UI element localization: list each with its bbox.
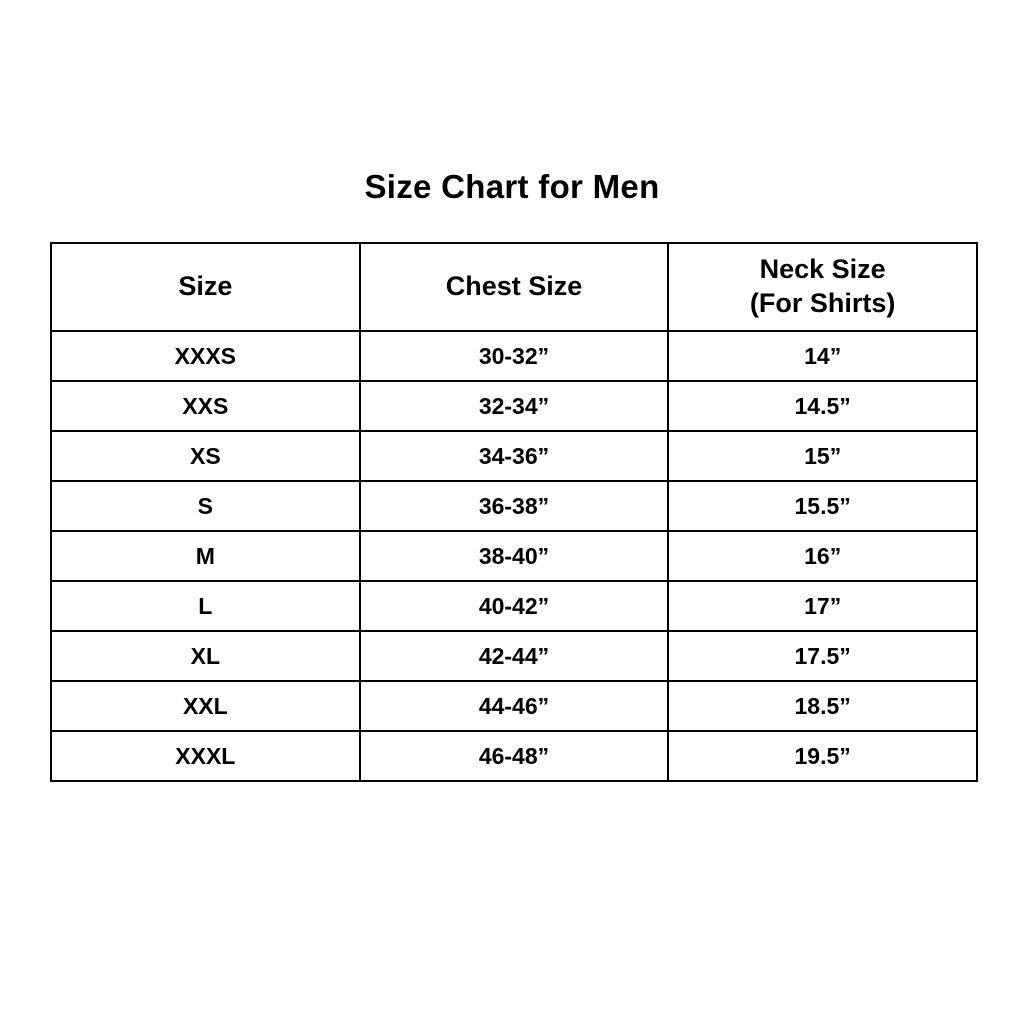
cell-size: XS <box>51 431 360 481</box>
cell-size: L <box>51 581 360 631</box>
cell-neck-size: 16” <box>668 531 977 581</box>
column-header-neck-size <box>668 243 977 331</box>
cell-chest-size: 30-32” <box>360 331 669 381</box>
header-row <box>51 243 977 331</box>
cell-chest-size: 38-40” <box>360 531 669 581</box>
cell-size: XXS <box>51 381 360 431</box>
cell-size: S <box>51 481 360 531</box>
cell-chest-size: 46-48” <box>360 731 669 781</box>
table-row <box>51 731 977 781</box>
cell-neck-size: 14.5” <box>668 381 977 431</box>
table-header <box>51 243 977 331</box>
column-header-neck-size-sublabel: (For Shirts) <box>749 288 896 318</box>
table-row <box>51 381 977 431</box>
table-row <box>51 681 977 731</box>
column-header-size <box>51 243 360 331</box>
cell-chest-size: 32-34” <box>360 381 669 431</box>
column-header-neck-size-label: Neck Size <box>759 254 886 285</box>
table-row <box>51 581 977 631</box>
column-header-chest-size-label: Chest Size <box>445 271 583 302</box>
cell-chest-size: 34-36” <box>360 431 669 481</box>
cell-size: XXXS <box>51 331 360 381</box>
cell-neck-size: 19.5” <box>668 731 977 781</box>
cell-neck-size: 18.5” <box>668 681 977 731</box>
table-row <box>51 331 977 381</box>
cell-chest-size: 42-44” <box>360 631 669 681</box>
table-row <box>51 431 977 481</box>
cell-chest-size: 44-46” <box>360 681 669 731</box>
table-row <box>51 631 977 681</box>
size-chart-table <box>50 242 978 782</box>
page-title: Size Chart for Men <box>364 168 660 205</box>
cell-neck-size: 15” <box>668 431 977 481</box>
cell-size: XL <box>51 631 360 681</box>
column-header-size-label: Size <box>178 271 233 302</box>
cell-chest-size: 36-38” <box>360 481 669 531</box>
table-row <box>51 481 977 531</box>
cell-size: XXXL <box>51 731 360 781</box>
cell-neck-size: 17” <box>668 581 977 631</box>
cell-chest-size: 40-42” <box>360 581 669 631</box>
cell-neck-size: 17.5” <box>668 631 977 681</box>
cell-neck-size: 14” <box>668 331 977 381</box>
column-header-chest-size <box>360 243 669 331</box>
cell-size: XXL <box>51 681 360 731</box>
cell-neck-size: 15.5” <box>668 481 977 531</box>
table-body <box>51 331 977 781</box>
table-row <box>51 531 977 581</box>
cell-size: M <box>51 531 360 581</box>
